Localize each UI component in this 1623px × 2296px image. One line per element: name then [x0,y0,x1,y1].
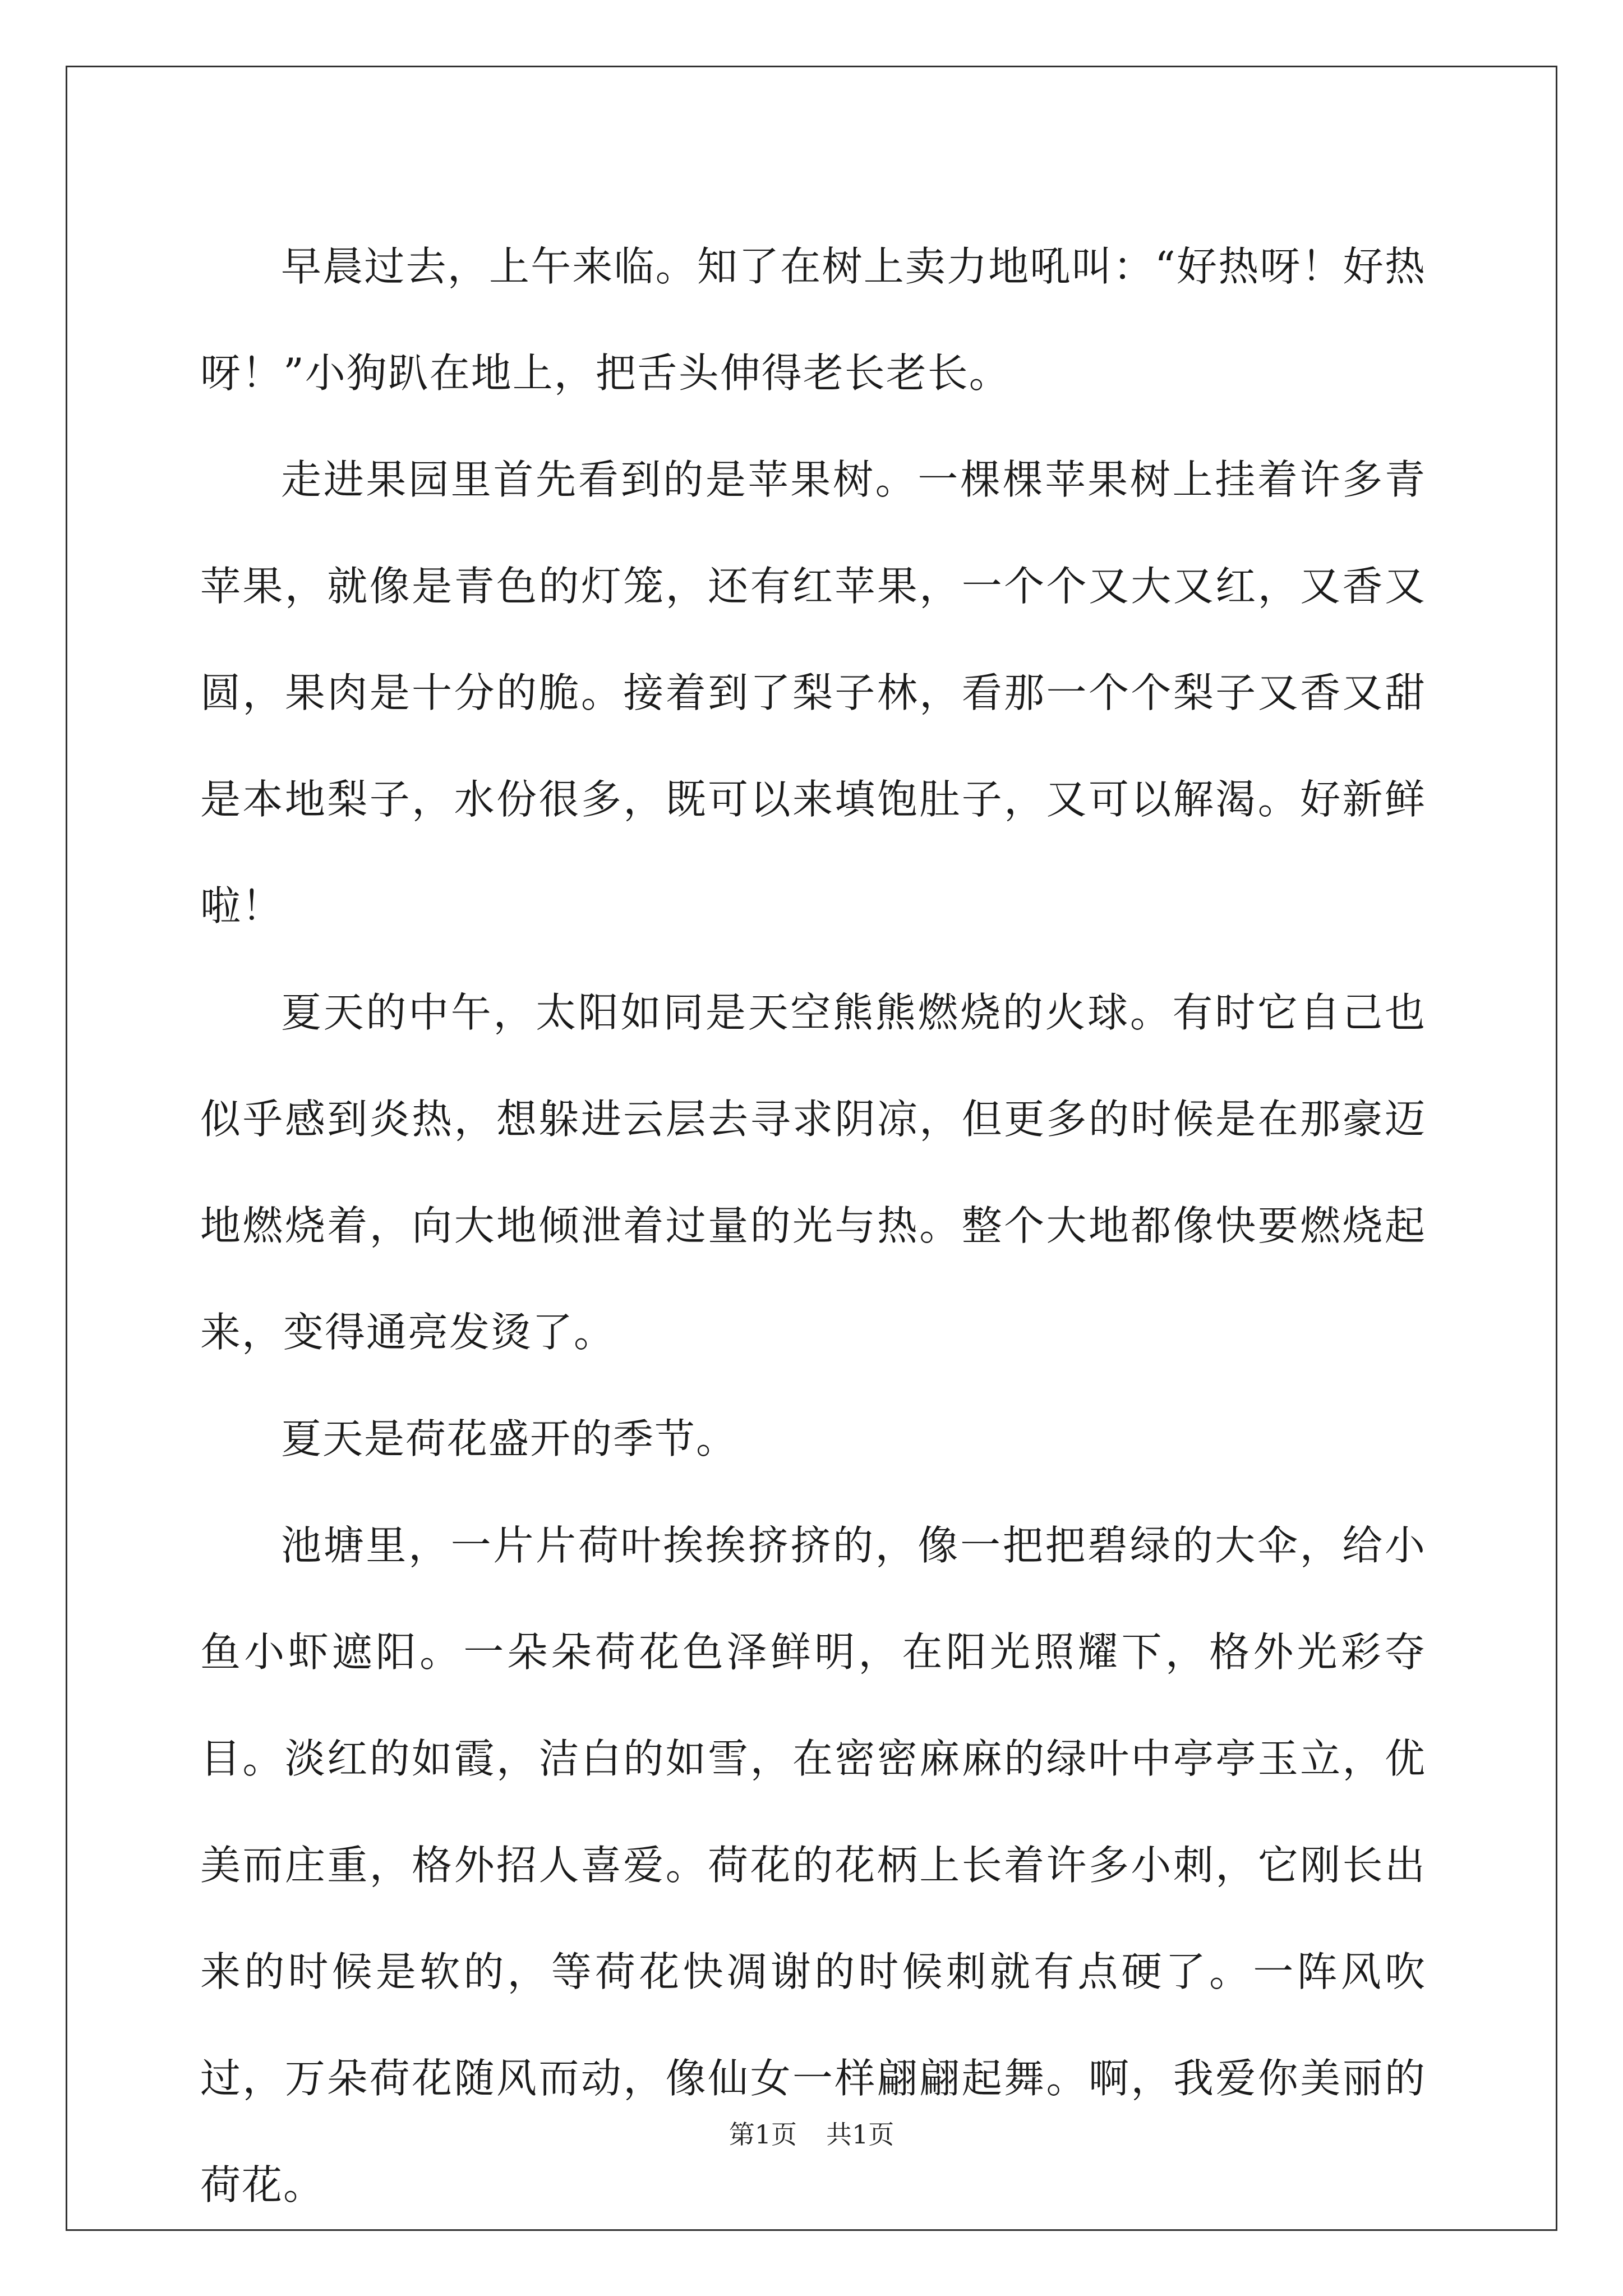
paragraph: 早晨过去，上午来临。知了在树上卖力地吼叫：“好热呀！好热呀！”小狗趴在地上，把舌头伸得老长老长。 [200,243,1426,397]
page-footer [0,2118,1623,2151]
paragraph: 池塘里，一片片荷叶挨挨挤挤的，像一把把碧绿的大伞，给小鱼小虾遮阳。一朵朵荷花色泽鲜明，在阳光照耀下，格外光彩夺目。淡红的如霞，洁白的如雪，在密密麻麻的绿叶中亭亭玉立，优美而庄重，格外招人喜爱。荷花的花柄上长着许多小刺，它刚长出来的时候是软的，等荷花快凋谢的时候刺就有点硬了。一阵风吹过，万朵荷花随风而动，像仙女一样翩翩起舞。啊，我爱你美丽的荷花。 [200,1522,1426,2208]
page-number: 第1页 [728,2119,797,2150]
paragraph: 夏天是荷花盛开的季节。 [281,1415,738,1462]
page-total: 共1页 [826,2119,895,2150]
paragraph: 走进果园里首先看到的是苹果树。一棵棵苹果树上挂着许多青苹果，就像是青色的灯笼，还有红苹果，一个个又大又红，又香又圆，果肉是十分的脆。接着到了梨子林，看那一个个梨子又香又甜是本地梨子，水份很多，既可以来填饱肚子，又可以解渴。好新鲜啦！ [200,456,1426,930]
document-body [200,213,1426,2238]
paragraph: 夏天的中午，太阳如同是天空熊熊燃烧的火球。有时它自己也似乎感到炎热，想躲进云层去寻求阴凉，但更多的时候是在那豪迈地燃烧着，向大地倾泄着过量的光与热。整个大地都像快要燃烧起来，变得通亮发烫了。 [200,989,1426,1356]
